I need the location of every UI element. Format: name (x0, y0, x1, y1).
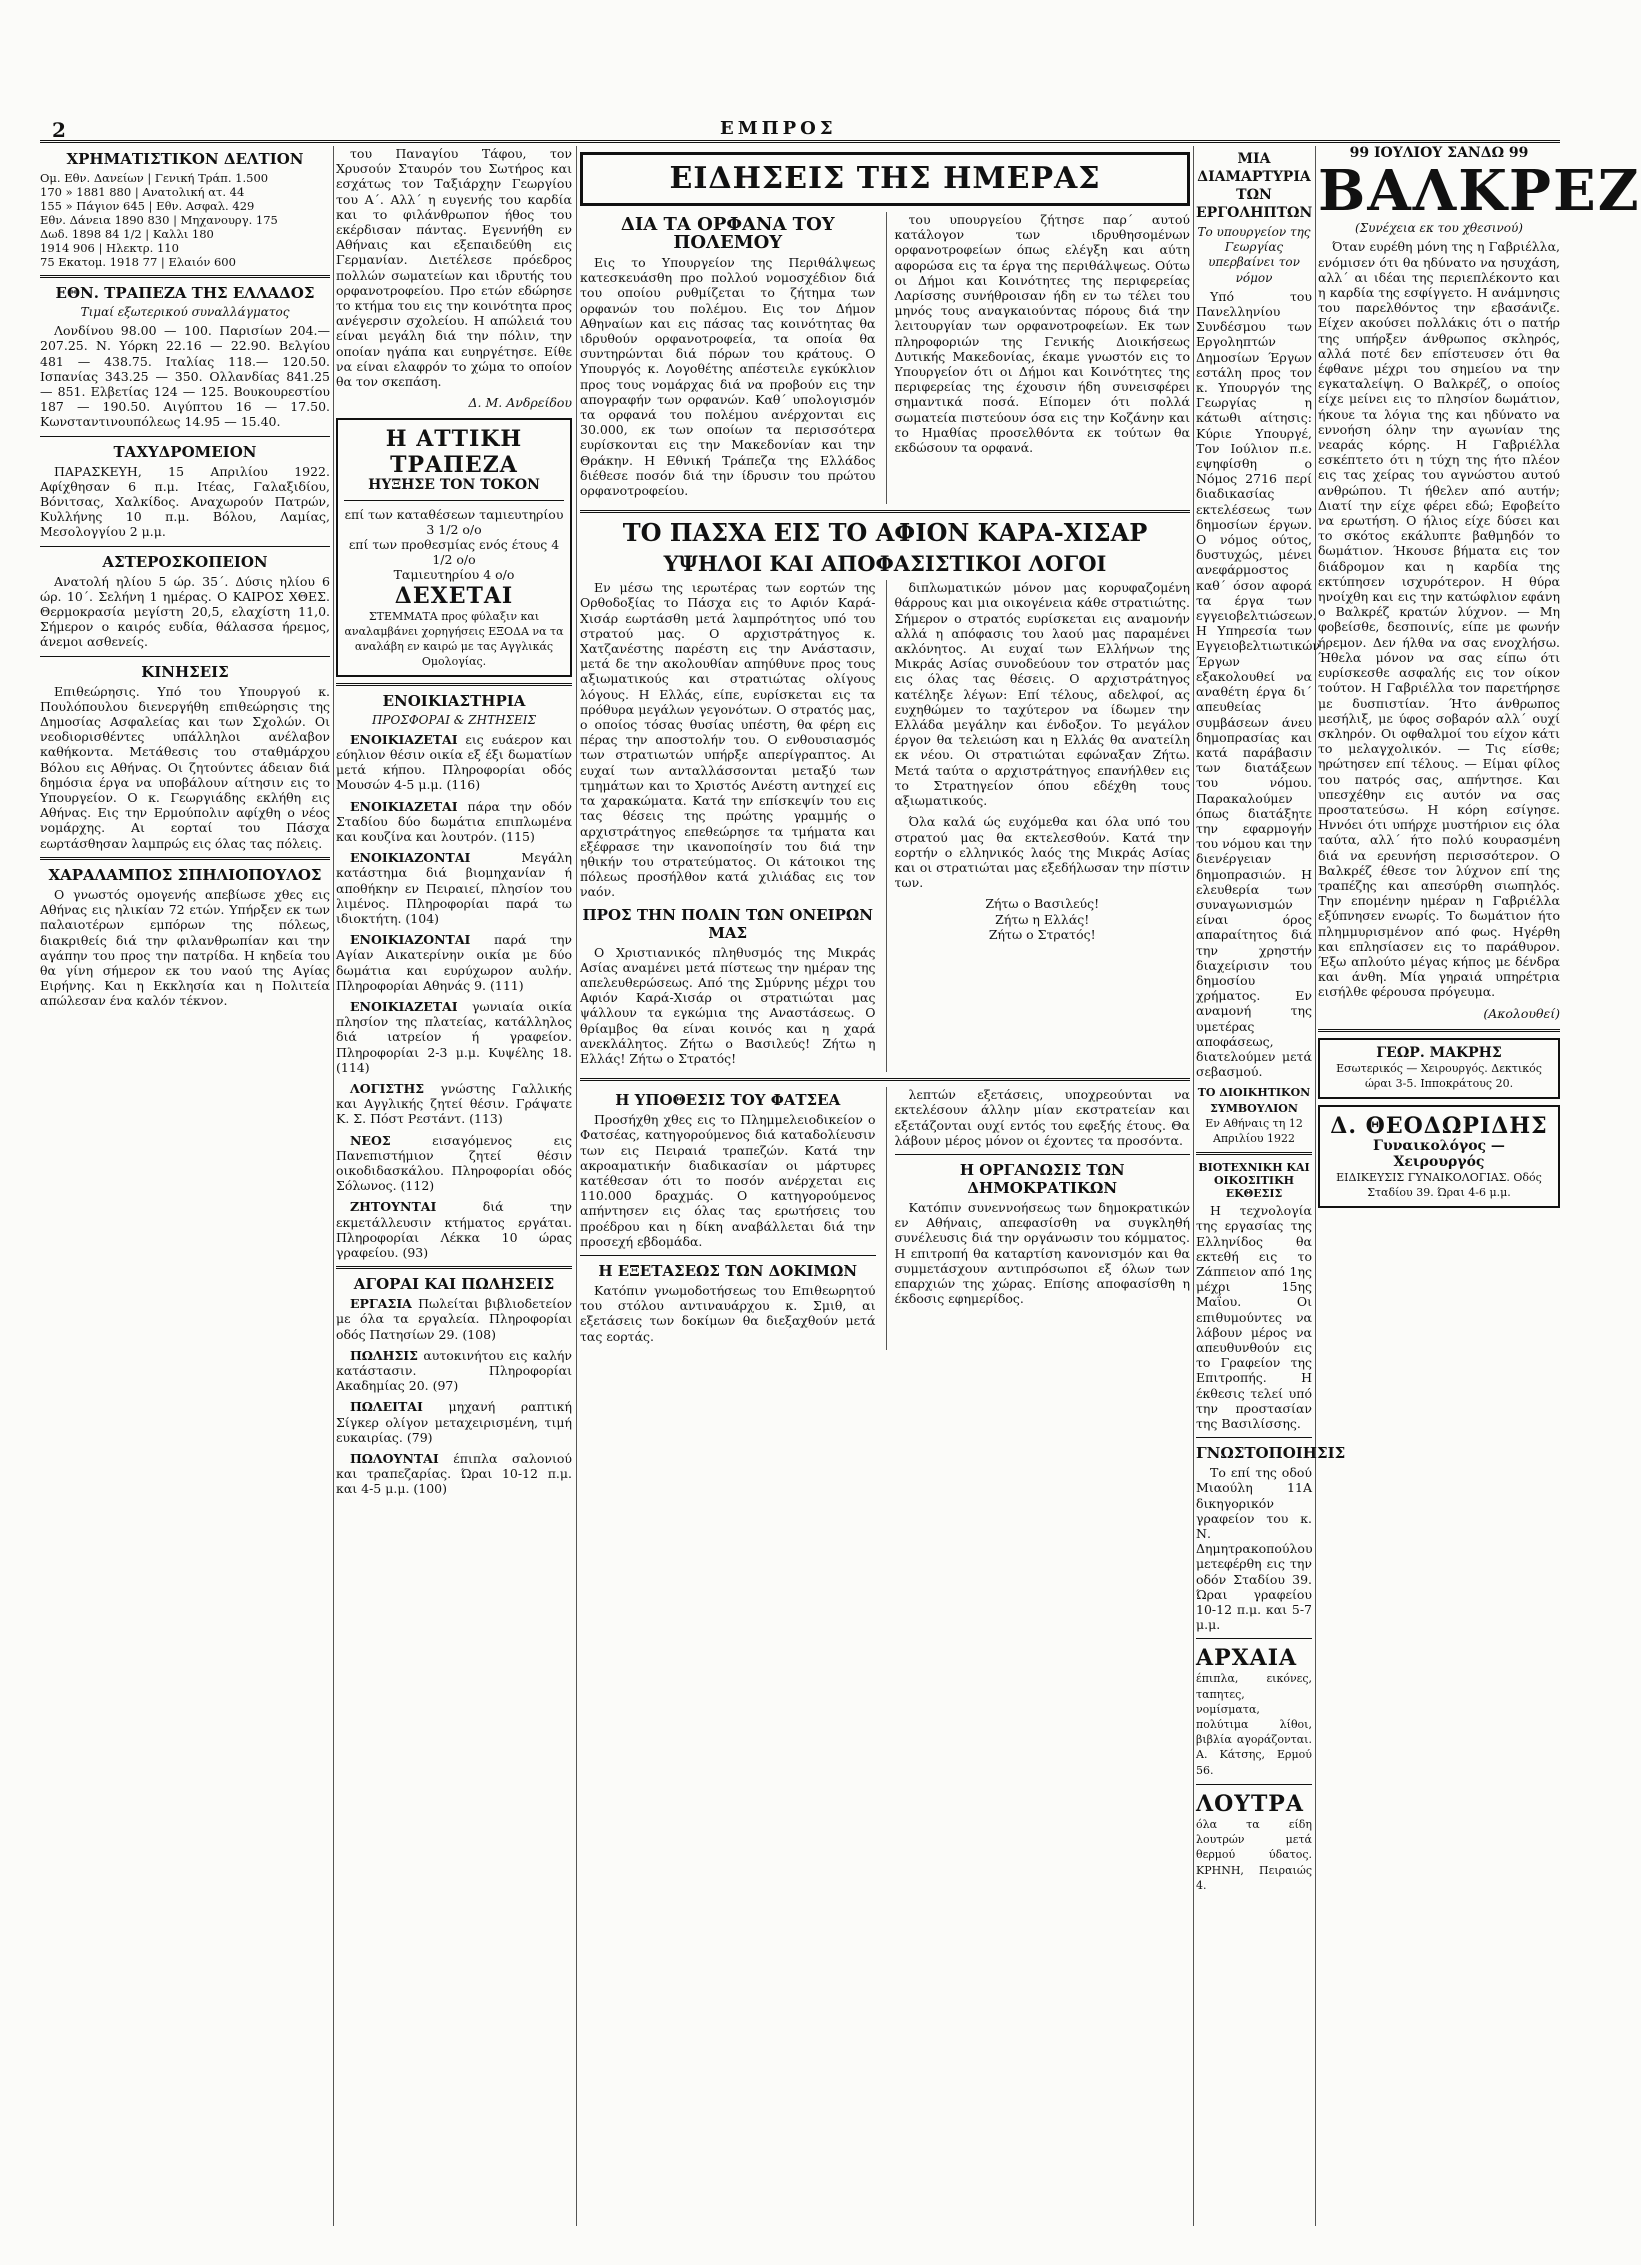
orphans-text: Εις το Υπουργείον της Περιθάλψεως κατεσκευάσθη προ πολλού νομοσχέδιον διά του οποίου ρυθμίζεται το ζήτημα των ορφανών του πολέμου. Εις τον Δήμον Αθηναίων και εις πάσας τας κοινότητας θα ιδρυθούν ορφανοτροφεία, τα οποία θα συντηρώνται διά πόρων του κράτους. Ο Υπουργός κ. Λογοθέτης απέστειλε εγκύκλιον προς τους νομάρχας διά να προβούν εις την απογραφήν των ορφανών. Καθ΄ υπολογισμόν τα ορφανά του πολέμου ανέρχονται εις 30.000, εκ των οποίων τα περισσότερα ευρίσκονται εις την Μακεδονίαν και την Θράκην. Η Εθνική Τράπεζα της Ελλάδος διέθεσε ποσόν διά την ίδρυσιν του πρώτου ορφανοτροφείου. (580, 255, 876, 499)
moves-text: Επιθεώρησις. Υπό του Υπουργού κ. Πουλόπουλου διενεργήθη επιθεώρησις της Δημοσίας Ασφαλείας και των Σχολών. Οι νεοδιορισθέντες υπάλληλοι ανέλαβον καθήκοντα. Μετάθεσις του σταθμάρχου Βόλου εις Αθήνας. Οι ζητούντες άδειαν διά δημόσια έργα να υποβάλουν αίτησιν εις το Υπουργείον. Ο κ. Γεωργιάδης εκλήθη εις Αθήνας. Εις την Ερμούπολιν αφίχθη ο νέος νομάρχης. Αι εορταί του Πάσχα εωρτάσθησαν λαμπρώς εις όλας τας πόλεις. (40, 683, 330, 851)
unions-article (886, 1087, 1191, 1350)
classified-list (336, 732, 572, 1261)
classified-head: ΕΝΟΙΚΙΑΖΟΝΤΑΙ (350, 932, 471, 948)
divider (40, 857, 330, 860)
protest-signature: ΤΟ ΔΙΟΙΚΗΤΙΚΟΝ ΣΥΜΒΟΥΛΙΟΝ (1197, 1086, 1311, 1115)
classified-item (336, 932, 572, 993)
unions-title: Η ΟΡΓΑΝΩΣΙΣ ΤΩΝ ΔΗΜΟΚΡΑΤΙΚΩΝ (959, 1160, 1125, 1197)
column-4 (1196, 146, 1346, 2226)
classified-text: γωνιαία οικία πλησίον της πλατείας, κατάλληλος διά ιατρείον ή γραφείον. Πληροφορίαι 2-3 μ.μ. Κυψέλης 18. (114) (336, 998, 572, 1075)
divider (1196, 1152, 1312, 1155)
bank-advert-text: ΣΤΕΜΜΑΤΑ προς φύλαξιν και αναλαμβάνει χορηγήσεις ΕΞΟΔΑ να τα αναλάβη εν καιρώ με τας Αγγλικάς Ομολογίας. (344, 609, 564, 669)
classified-head: ΝΕΟΣ (350, 1132, 391, 1148)
signoff-line: Ζήτω ο Βασιλεύς! (985, 896, 1100, 912)
market-line: Ομ. Εθν. Δανείων | Γενική Τράπ. 1.500 (40, 171, 269, 185)
column-1 (40, 146, 330, 2226)
easter-proclamation-title: ΠΡΟΣ ΤΗΝ ΠΟΛΙΝ ΤΩΝ ΟΝΕΙΡΩΝ ΜΑΣ (582, 905, 873, 942)
easter-continued-text: διπλωματικών μόνον μας κορυφαζομένη θάρρους και μια οικογένεια κάθε στρατιώτης. Σήμερον ο στρατός ευρίσκεται εις αναμονήν αλλά η απόφασις του λαού μας παραμένει ακλόνητος. Αι ευχαί των Ελλήνων της Μικράς Ασίας συνοδεύουν τον στρατόν μας εις όλας τας θέσεις. Ο αρχιστράτηγος κατέληξε λέγων: Επί τέλους, αδελφοί, ας ευχηθώμεν το ταχύτερον να ίδωμεν την Ελλάδα μεγάλην και ένδοξον. Το μεγάλον έργον θα τελειώση και η Ελλάς θα ανατείλη εκ νέου. Οι στρατιώται εφώναξαν Ζήτω. Μετά ταύτα ο αρχιστράτηγος επανήλθεν εις το Στρατηγείον όπου εδέχθη τους αξιωματικούς. (894, 580, 1190, 809)
divider (580, 1078, 1190, 1081)
doctor-advert (1318, 1038, 1560, 1100)
doctor2-title: Γυναικολόγος — Χειρουργός (1373, 1138, 1505, 1170)
orphans-title: ΔΙΑ ΤΑ ΟΡΦΑΝΑ ΤΟΥ ΠΟΛΕΜΟΥ (620, 214, 835, 253)
classified-item (336, 850, 572, 926)
trade-title: ΑΓΟΡΑΙ ΚΑΙ ΠΩΛΗΣΕΙΣ (353, 1275, 555, 1294)
market-list (40, 171, 330, 269)
divider (580, 1255, 876, 1256)
news-section-banner (580, 152, 1190, 206)
signoff-line: Ζήτω η Ελλάς! (995, 911, 1090, 927)
trade-item (336, 1296, 572, 1342)
weather-text: Ανατολή ηλίου 5 ώρ. 35΄. Δύσις ηλίου 6 ώρ. 10΄. Σελήνη 1 ημέρας. Ο ΚΑΙΡΟΣ ΧΘΕΣ. Θερμοκρασία μεγίστη 20,5, ελαχίστη 11,0. Σήμερον ο καιρός ευδία, θάλασσα ήρεμος, άνεμοι ασθενείς. (40, 573, 330, 650)
column-rule (576, 146, 577, 2226)
column-rule (333, 146, 334, 2226)
notices-text: Το επί της οδού Μιαούλη 11Α δικηγορικόν γραφείον του κ. Ν. Δημητρακοπούλου μετεφέρθη εις την οδόν Σταδίου 39. Ώραι γραφείου 10-12 π.μ. και 5-7 μ.μ. (1196, 1465, 1313, 1633)
market-line: 170 » 1881 880 | Ανατολική ατ. 44 (40, 185, 245, 199)
obituary-title: ΧΑΡΑΛΑΜΠΟΣ ΣΠΗΛΙΟΠΟΥΛΟΣ (48, 865, 322, 884)
page-number: 2 (52, 118, 66, 142)
bank-advert-accepts: ΔΕΧΕΤΑΙ (394, 582, 514, 609)
divider (40, 546, 330, 547)
classified-text: παρά την Αγίαν Αικατερίνην οικία με δύο δωμάτια και ευρύχωρον αυλήν. Πληροφορίαι Αθηνάς 9. (111) (336, 932, 572, 993)
notices-title: ΓΝΩΣΤΟΠΟΙΗΣΙΣ (1196, 1444, 1346, 1463)
moves-title: ΚΙΝΗΣΕΙΣ (141, 662, 229, 681)
easter-proclamation: Ο Χριστιανικός πληθυσμός της Μικράς Ασίας αναμένει μετά πίστεως την ημέραν της απελευθερώσεως. Από της Σμύρνης μέχρι του Αφιόν Καρά-Χισάρ οι στρατιώται μας ψάλλουν τα εγκώμια της Αναστάσεως. Ο θρίαμβος θα είναι κοινός και η χαρά ανεκλάλητος. Ζήτω ο Βασιλεύς! Ζήτω η Ελλάς! Ζήτω ο Στρατός! (580, 944, 876, 1066)
exams-title: Η ΕΞΕΤΑΣΕΩΣ ΤΩΝ ΔΟΚΙΜΩΝ (598, 1261, 858, 1280)
bank-advert-subtitle: ΗΥΞΗΣΕ ΤΟΝ ΤΟΚΟΝ (368, 477, 540, 494)
orphans-article (580, 212, 876, 504)
bank-title: ΕΘΝ. ΤΡΑΠΕΖΑ ΤΗΣ ΕΛΛΑΔΟΣ (55, 284, 315, 302)
protest-subtitle: Το υπουργείον της Γεωργίας υπερβαίνει τον νόμον (1197, 225, 1311, 285)
classified-item (336, 999, 572, 1075)
divider (40, 436, 330, 437)
easter-article (580, 580, 876, 1072)
column-rule (1193, 146, 1194, 2226)
serial-end: (Ακολουθεί) (1483, 1005, 1560, 1021)
classified-head: ΕΝΟΙΚΙΑΖΕΤΑΙ (350, 731, 458, 747)
protest-title: ΜΙΑ ΔΙΑΜΑΡΤΥΡΙΑ ΤΩΝ ΕΡΓΟΛΗΠΤΩΝ (1196, 151, 1313, 221)
market-title: ΧΡΗΜΑΤΙΣΤΙΚΟΝ ΔΕΛΤΙΟΝ (66, 150, 304, 168)
protest-text: Υπό του Πανελληνίου Συνδέσμου των Εργοληπτών Δημοσίων Έργων εστάλη προς τον κ. Υπουργόν της Γεωργίας η κάτωθι αίτησις: Κύριε Υπουργέ, Τον Ιούλιον π.ε. εψηφίσθη ο Νόμος 2716 περί διαδικασίας εκτελέσεως των δημοσίων έργων. Ο νόμος ούτος, δυστυχώς, μένει ανεφάρμοστος καθ΄ όσον αφορά τα έργα των εγγειοβελτιώσεων. Η Υπηρεσία των Εγγειοβελτιωτικών Έργων εξακολουθεί να αναθέτη έργα δι΄ απευθείας συμβάσεων άνευ δημοπρασίας και κατά παράβασιν των διατάξεων του νόμου. Παρακαλούμεν όπως διατάξητε την εφαρμογήν του νόμου και την διενέργειαν δημοπρασιών. Η ελευθερία των συναγωνισμών είναι όρος απαραίτητος διά την χρηστήν διαχείρισιν του δημοσίου χρήματος. Εν αναμονή της υμετέρας αποφάσεως, διατελούμεν μετά σεβασμού. (1196, 288, 1321, 1080)
classified-head: ΛΟΓΙΣΤΗΣ (350, 1080, 425, 1096)
market-line: Δωδ. 1898 84 1/2 | Καλλι 180 (40, 227, 214, 241)
news-section-title: ΕΙΔΗΣΕΙΣ ΤΗΣ ΗΜΕΡΑΣ (669, 161, 1101, 196)
divider (336, 1266, 572, 1269)
column-2 (336, 146, 572, 2226)
doctor2-name: Δ. ΘΕΟΔΩΡΙΔΗΣ (1330, 1113, 1548, 1140)
doctor2-text: ΕΙΔΙΚΕΥΣΙΣ ΓΥΝΑΙΚΟΛΟΓΙΑΣ. Οδός Σταδίου 39. Ώραι 4-6 μ.μ. (1336, 1170, 1542, 1199)
trade-head: ΠΩΛΕΙΤΑΙ (350, 1399, 423, 1415)
serial-text: Όταν ευρέθη μόνη της η Γαβριέλλα, ενόμισεν ότι θα ηδύνατο να ησυχάση, αλλ΄ αι ιδέαι της περιεπλέκοντο και η καρδία της εσφίγγετο. Η ανάμνησις του παρελθόντος την εβασάνιζε. Είχεν ακούσει πολλάκις ότι ο πατήρ της υπήρξεν άνθρωπος σκληρός, αλλά ποτέ δεν επίστευσεν ότι θα έφθανε μέχρι του σημείου να την εγκαταλείψη. Ο Βαλκρέζ, ο οποίος είχε μείνει εις το πλησίον δωμάτιον, ήκουε τα λόγια της και ηδύνατο να εννοήση όλην την αγωνίαν της νεαράς κόρης. Η Γαβριέλλα εσκέπτετο ότι η τύχη της ήτο πλέον εις τας χείρας του αγνώστου αυτού ανθρώπου. Τι ήθελεν από αυτήν; Διατί την είχε φέρει εδώ; Εφοβείτο να ερωτήση. Ο ήλιος είχε δύσει και το σκότος εκάλυπτε βαθμηδόν το δωμάτιον. Ήκουσε βήματα εις τον διάδρομον και η καρδία της εκτύπησεν ισχυρότερον. Η θύρα ηνοίχθη και εις την κατώφλιον εφάνη ο Βαλκρέζ κρατών λύχνον. — Μη φοβείσθε, δεσποινίς, είπε με φωνήν ήρεμον. Δεν ήλθα να σας ενοχλήσω. Ήθελα μόνον να σας είπω ότι ευρίσκεσθε ασφαλής εις τον οίκον τούτον. Η Γαβριέλλα τον παρετήρησε με δυσπιστίαν. Ήτο άνθρωπος μεσήλιξ, με ύφος σοβαρόν αλλ΄ ουχί σκληρόν. Οι οφθαλμοί του είχον κάτι το μελαγχολικόν. — Τις είσθε; ηρώτησεν επί τέλους. — Είμαι φίλος του πατρός σας, απήντησε. Και υπεσχέθην εις αυτόν να σας προστατεύσω. Η κόρη εσίγησε. Ηννόει ότι υπήρχε μυστήριον εις όλα ταύτα, αλλ΄ ήτο πολύ κουρασμένη διά να ερευνήση περισσότερον. Ο Βαλκρέζ έθεσε τον λύχνον επί της τραπέζης και απεσύρθη σιωπηλός. Την επομένην ημέραν η Γαβριέλλα εξύπνησεν ενωρίς. Το δωμάτιον ήτο πλημμυρισμένον από φως. Ηγέρθη και επλησίασεν εις το παράθυρον. Έξω απλούτο μέγας κήπος με δένδρα και άνθη. Μία γηραιά υπηρέτρια εισήλθε φέρουσα πρόγευμα. (1318, 239, 1560, 1000)
classified-item (336, 1199, 572, 1260)
trade-head: ΕΡΓΑΣΙΑ (350, 1296, 412, 1312)
divider (580, 510, 1190, 513)
bank-advert-rate: επί των καταθέσεων ταμιευτηρίου 3 1/2 ο/ο (344, 506, 564, 537)
weather-title: ΑΣΤΕΡΟΣΚΟΠΕΙΟΝ (102, 552, 268, 571)
easter-row (580, 580, 1190, 1072)
trade-text: Πωλείται βιβλιοδετείον με όλα τα εργαλεία. Πληροφορίαι οδός Πατησίων 29. (108) (336, 1296, 572, 1342)
divider (344, 500, 564, 501)
trade-head: ΠΩΛΗΣΙΣ (350, 1347, 418, 1363)
easter-continued (886, 580, 1191, 1072)
fatsea-text: Προσήχθη χθες εις το Πλημμελειοδικείον ο Φατσέας, κατηγορούμενος διά καταδολίευσιν των εις Πειραιά τραπεζών. Κατά την ακροαματικήν διαδικασίαν οι μάρτυρες κατέθεσαν ότι το ποσόν ανέρχεται εις 110.000 δραχμάς. Ο κατηγορούμενος απήντησεν εις όλας τας ερωτήσεις του προέδρου και η δίκη αναβάλλεται διά την προσεχή εβδομάδα. (580, 1112, 876, 1249)
trade-text: έπιπλα σαλονιού και τραπεζαρίας. Ώραι 10-12 π.μ. και 4-5 μ.μ. (100) (336, 1451, 572, 1497)
trade-text: αυτοκινήτου εις καλήν κατάστασιν. Πληροφορίαι Ακαδημίας 20. (97) (336, 1347, 572, 1394)
doctor-advert-2 (1318, 1105, 1560, 1208)
trade-item (336, 1348, 572, 1394)
orphans-continued (886, 212, 1191, 504)
post-title: ΤΑΧΥΔΡΟΜΕΙΟΝ (113, 442, 257, 461)
obituary-signature: Δ. Μ. Ανδρείδου (468, 395, 572, 411)
divider (40, 656, 330, 657)
easter-text: Εν μέσω της ιερωτέρας των εορτών της Ορθοδοξίας το Πάσχα εις το Αφιόν Καρά-Χισάρ εωρτάσθη μετά λαμπρότητος υπό του στρατού μας. Ο αρχιστράτηγος κ. Χατζανέστης παρέστη εις την Ανάστασιν, μετά δε την ακολουθίαν απηύθυνε προς τους αξιωματικούς και στρατιώτας ολίγους λόγους. Η Ελλάς, είπε, ευρίσκεται εις τα πρόθυρα μεγάλων γεγονότων. Ο στρατός μας, ο οποίος τόσας θυσίας υπέστη, θα φέρη εις πέρας την αποστολήν του. Ο ενθουσιασμός των στρατιωτών υπήρξε απερίγραπτος. Αι ευχαί των ανταλλάσσονται μεταξύ των τμημάτων και το Χριστός Ανέστη αντηχεί εις τα χαρακώματα. Κατά την επίσκεψίν του εις τας θέσεις της πρώτης γραμμής ο αρχιστράτηγος επεθεώρησε τα τμήματα και εξέφρασε την ικανοποίησίν του διά την ηθικήν του στρατεύματος. Οι κάτοικοι της πόλεως προσήλθον κατά χιλιάδας εις τον ναόν. (580, 580, 876, 900)
exams-text: Κατόπιν γνωμοδοτήσεως του Επιθεωρητού του στόλου αντιναυάρχου κ. Σμιθ, αι εξετάσεις των δοκίμων θα διεξαχθούν μετά τας εορτάς. (580, 1282, 876, 1344)
divider (1196, 1437, 1312, 1438)
divider (895, 1154, 1191, 1155)
protest-signature-place: Εν Αθήναις τη 12 Απριλίου 1922 (1205, 1116, 1303, 1145)
bank-advert-title: Η ΑΤΤΙΚΗ ΤΡΑΠΕΖΑ (385, 426, 523, 479)
divider (1318, 1029, 1560, 1032)
column-rule (1315, 146, 1316, 2226)
orphans-continued-text: του υπουργείου ζήτησε παρ΄ αυτού κατάλογον των ιδρυθησομένων ορφανοτροφείων όπως ελέγξη και αύτη αφορώσα εις τα έργα της περιθάλψεως. Ούτω οι Δήμοι και Κοινότητες της περιφερείας Λαρίσσης συνήθροισαν ήδη εν τω τέλει του μηνός τους αναγκαιούντας πόρους διά την λειτουργίαν των ορφανοτροφείων. Εκ των πληροφοριών της Γενικής Διοικήσεως Δυτικής Μακεδονίας, έκαμε γνωστόν εις το Υπουργείον ότι οι Δήμοι και Κοινότητες της περιφερείας της έχουσιν ήδη συνεισφέρει σημαντικά ποσά. Είπομεν ότι πολλά σωματεία πιστεύουν όσα εις την Κοζάνην και το Ημαθίας προσελθόντα εκ τούτων θα εκδώσουν τα ορφανά. (894, 212, 1190, 456)
bank-subtitle: Τιμαί εξωτερικού συναλλάγματος (80, 305, 290, 319)
news-bottom-row (580, 1087, 1190, 1350)
obituary-text: Ο γνωστός ομογενής απεβίωσε χθες εις Αθήνας εις ηλικίαν 72 ετών. Υπήρξεν εκ των παλαιοτέρων εμπόρων της πόλεως, διακριθείς διά την φιλανθρωπίαν και την αγάπην του προς την πατρίδα. Η κηδεία του θα γίνη σήμερον εκ του ναού της Αγίας Ειρήνης. Και η Εκκλησία και η Πολιτεία απώλεσαν ένα καλόν τέκνον. (40, 886, 330, 1009)
market-line: Εθν. Δάνεια 1890 830 | Μηχανουργ. 175 (40, 213, 278, 227)
obituary-continued: του Παναγίου Τάφου, τον Χρυσούν Σταυρόν του Σωτήρος και εσχάτως τον Ταξιάρχην Γεωργίου του Α΄. Αλλ΄ η ευγενής του καρδία και το φιλάνθρωπον ήθος του εκέρδισαν πάντας. Εγεννήθη εν Αθήναις και εξεπαιδεύθη εις Γερμανίαν. Διετέλεσε πρόεδρος πολλών σωματείων και ιδρυτής του ορφανοτροφείου. Προ ετών εδώρησε το κτήμα του εις την κοινότητα προς ανέγερσιν σχολείου. Η απώλειά του είναι μεγάλη διά την πόλιν, την οποίαν ηγάπα και ευηργέτησε. Είθε να είναι ελαφρόν το χώμα το οποίον θα τον σκεπάση. (336, 146, 572, 390)
easter-title: ΤΟ ΠΑΣΧΑ ΕΙΣ ΤΟ ΑΦΙΟΝ ΚΑΡΑ-ΧΙΣΑΡ (622, 518, 1148, 548)
classified-text: εισαγόμενος εις Πανεπιστήμιον ζητεί θέσιν οικοδιδασκάλου. Πληροφορίαι οδός Σόλωνος. (112) (336, 1132, 572, 1194)
column-5 (1318, 145, 1641, 2226)
column-3 (580, 146, 1190, 2226)
classified-text: γνώστης Γαλλικής και Αγγλικής ζητεί θέσιν. Γράψατε Κ. Σ. Πόστ Ρεστάντ. (113) (336, 1080, 572, 1127)
classified-head: ΕΝΟΙΚΙΑΖΕΤΑΙ (350, 998, 458, 1014)
exams-continued-text: λεπτών εξετάσεις, υποχρεούνται να εκτελέσουν άλλην μίαν εκστρατείαν και εξετάζονται ουχί εντός του εφεξής έτους. Θα λάβουν μέρος μόνον οι έχοντες τα προσόντα. (894, 1087, 1190, 1148)
easter-subtitle: ΥΨΗΛΟΙ ΚΑΙ ΑΠΟΦΑΣΙΣΤΙΚΟΙ ΛΟΓΟΙ (663, 551, 1107, 577)
fatsea-title: Η ΥΠΟΘΕΣΙΣ ΤΟΥ ΦΑΤΣΕΑ (615, 1091, 841, 1110)
divider (336, 683, 572, 686)
divider (40, 275, 330, 278)
post-text: ΠΑΡΑΣΚΕΥΗ, 15 Απριλίου 1922. Αφίχθησαν 6 π.μ. Ιτέας, Γαλαξιδίου, Βόνιτσας, Χαλκίδος. Αναχωρούν Πατρών, Κυλλήνης 10 π.μ. Βόλου, Λαμίας, Μεσολογγίου 2 μ.μ. (40, 463, 330, 540)
classified-text: εις ευάερον και εύηλιον θέσιν οικία εξ έξι δωματίων μετά κήπου. Πληροφορίαι οδός Μουσών 4-5 μ.μ. (116) (336, 731, 572, 793)
classified-item (336, 732, 572, 793)
classified-text: διά την εκμετάλλευσιν κτήματος εργάται. Πληροφορίαι Λέκκα 10 ώρας γραφείου. (93) (336, 1199, 572, 1260)
classifieds-title: ΕΝΟΙΚΙΑΣΤΗΡΙΑ (382, 692, 526, 711)
trade-text: μηχανή ραπτική Σίγκερ ολίγον μεταχειρισμένη, τιμή ευκαιρίας. (79) (336, 1399, 572, 1445)
unions-text: Κατόπιν συνεννοήσεως των δημοκρατικών εν Αθήναις, απεφασίσθη να συγκληθή συνέλευσις διά την οργάνωσιν του κόμματος. Η επιτροπή θα καταρτίση κανονισμόν και θα συμμετάσχουν αντιπρόσωποι εξ όλων των επαρχιών της χώρας. Επίσης αποφασίσθη η έκδοσις εφημερίδος. (894, 1199, 1190, 1307)
divider (1196, 1638, 1312, 1639)
classified-item (336, 1081, 572, 1127)
serial-title: ΒΑΛΚΡΕΖ (1318, 158, 1641, 225)
bank-advert-rate: Ταμιευτηρίου 4 ο/ο (393, 567, 515, 583)
easter-continued-text: Όλα καλά ώς ευχόμεθα και όλα υπό του στρατού μας θα εκτελεσθούν. Κατά την εορτήν ο ελληνικός λαός της Μικράς Ασίας και οι στρατιώται μας εξεδήλωσαν την πίστιν των. (894, 814, 1190, 891)
bank-advert-rate: επί των προθεσμίας ενός έτους 4 1/2 ο/ο (348, 537, 560, 568)
trade-item (336, 1451, 572, 1497)
classified-text: πάρα την οδόν Σταδίου δύο δωμάτια επιπλωμένα και κουζίνα και λουτρόν. (115) (336, 798, 572, 844)
classified-head: ΕΝΟΙΚΙΑΖΕΤΑΙ (350, 798, 458, 814)
antiques-head: ΑΡΧΑΙΑ (1196, 1645, 1298, 1672)
classified-item (336, 799, 572, 845)
exhibition-text: Η τεχνολογία της εργασίας της Ελληνίδος θα εκτεθή εις το Ζάππειον από 1ης μέχρι 15ης Μαΐου. Οι επιθυμούντες να λάβουν μέρος να απευθυνθούν εις το Γραφείον της Επιτροπής. Η έκθεσις τελεί υπό την προστασίαν της Βασιλίσσης. (1196, 1203, 1312, 1432)
signoff-line: Ζήτω ο Στρατός! (988, 926, 1096, 942)
classified-text: Μεγάλη κατάστημα διά βιομηχανίαν ή αποθήκην εν Πειραιεί, πλησίον του λιμένος. Πληροφορίαι παρά τω ιδιοκτήτη. (104) (336, 850, 572, 926)
masthead (40, 118, 1560, 143)
baths-text: όλα τα είδη λουτρών μετά θερμού ύδατος. ΚΡΗΝΗ, Πειραιώς 4. (1196, 1817, 1312, 1892)
fatsea-article (580, 1087, 876, 1350)
classifieds-subtitle: ΠΡΟΣΦΟΡΑΙ & ΖΗΤΗΣΕΙΣ (371, 713, 537, 728)
exhibition-title: ΒΙΟΤΕΧΝΙΚΗ ΚΑΙ ΟΙΚΟΣΙΤΙΚΗ ΕΚΘΕΣΙΣ (1198, 1161, 1310, 1201)
baths-head: ΛΟΥΤΡΑ (1196, 1790, 1304, 1817)
bank-rates: Λονδίνου 98.00 — 100. Παρισίων 204.— 207.25. Ν. Υόρκη 22.16 — 22.90. Βελγίου 481 — 438.75. Ιταλίας 118.— 120.50. Ισπανίας 343.25 — 350. Ολλανδίας 841.25 — 851. Ελβετίας 124 — 125. Βουκουρεστίου 187 — 190.50. Αιγύπτου 16 — 17.50. Κωνσταντινουπόλεως 14.95 — 15.40. (40, 323, 330, 430)
market-line: 1914 906 | Ηλεκτρ. 110 (40, 241, 179, 255)
trade-head: ΠΩΛΟΥΝΤΑΙ (350, 1451, 439, 1467)
signoff (895, 896, 1191, 942)
market-line: 75 Εκατομ. 1918 77 | Ελαιόν 600 (40, 255, 236, 269)
market-line: 155 » Πάγιον 645 | Εθν. Ασφαλ. 429 (40, 199, 255, 213)
classified-item (336, 1133, 572, 1194)
divider (1196, 1784, 1312, 1785)
doctor-name: ΓΕΩΡ. ΜΑΚΡΗΣ (1376, 1044, 1502, 1061)
trade-item (336, 1399, 572, 1445)
serial-tag: 99 ΙΟΥΛΙΟΥ ΣΑΝΔΩ 99 (1349, 145, 1529, 161)
classified-head: ΕΝΟΙΚΙΑΖΟΝΤΑΙ (350, 850, 471, 866)
bank-advert (336, 418, 572, 677)
serial-subtitle: (Συνέχεια εκ του χθεσινού) (1355, 221, 1523, 236)
antiques-text: έπιπλα, εικόνες, ταπητες, νομίσματα, πολύτιμα λίθοι, βιβλία αγοράζονται. Α. Κάτσης, Ερμού 56. (1196, 1672, 1312, 1777)
doctor-text: Εσωτερικός — Χειρουργός. Δεκτικός ώραι 3-5. Ιπποκράτους 20. (1336, 1061, 1542, 1091)
news-top-row (580, 212, 1190, 504)
newspaper-name: ΕΜΠΡΟΣ (720, 118, 837, 139)
classified-head: ΖΗΤΟΥΝΤΑΙ (350, 1199, 437, 1215)
